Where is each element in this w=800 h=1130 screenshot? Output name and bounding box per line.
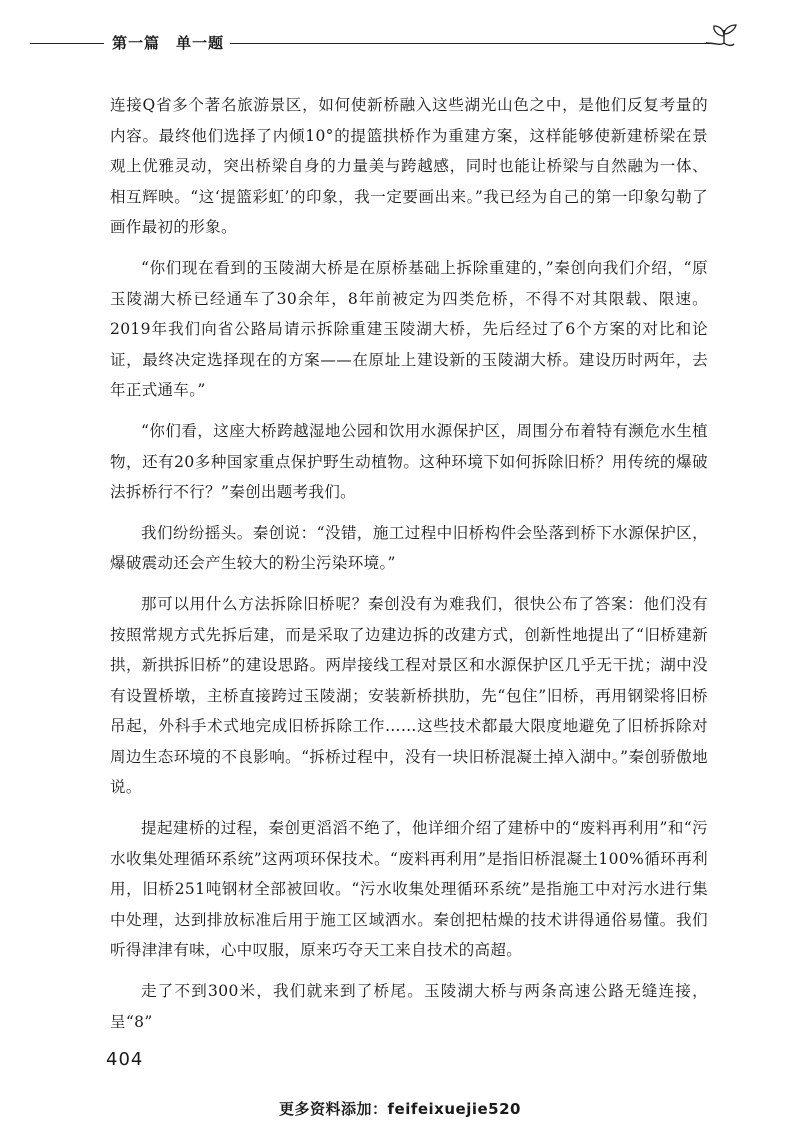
paragraph-6: 提起建桥的过程，秦创更滔滔不绝了，他详细介绍了建桥中的“废料再利用”和“污水收集处理循环系统”这两项环保技术。“废料再利用”是指旧桥混凝土100%循环再利用，旧桥251吨钢材全部被回收。“污水收集处理循环系统”是指施工中对污水进行集中处理，达到排放标准后用于施工区域洒水。秦创把枯燥的技术讲得通俗易懂。我们听得津津有味，心中叹服，原来巧夺天工来自技术的高超。	[110, 819, 708, 960]
header-rule-right	[230, 43, 710, 44]
paragraph-7: 走了不到300米，我们就来到了桥尾。玉陵湖大桥与两条高速公路无缝连接，呈“8”	[110, 982, 708, 1031]
header-section: 单一题	[176, 34, 225, 52]
paragraph-4: 我们纷纷摇头。秦创说：“没错，施工过程中旧桥构件会坠落到桥下水源保护区，爆破震动还会产生较大的粉尘污染环境。”	[110, 523, 708, 573]
paragraph-1: 连接Q省多个著名旅游景区，如何使新桥融入这些湖光山色之中，是他们反复考量的内容。最终他们选择了内倾10°的提篮拱桥作为重建方案，这样能够使新建桥梁在景观上优雅灵动，突出桥梁自身的力量美与跨越感，同时也能让桥梁与自然融为一体、相互辉映。“这‘提篮彩虹’的印象，我一定要画出来。”我已经为自己的第一印象勾勒了画作最初的形象。	[110, 96, 708, 237]
page-number: 404	[106, 1049, 144, 1070]
header-rule-left	[30, 43, 104, 44]
paragraph-2: “你们现在看到的玉陵湖大桥是在原桥基础上拆除重建的，”秦创向我们介绍，“原玉陵湖大桥已经通车了30余年，8年前被定为四类危桥，不得不对其限载、限速。2019年我们向省公路局请示拆除重建玉陵湖大桥，先后经过了6个方案的对比和论证，最终决定选择现在的方案——在原址上建设新的玉陵湖大桥。建设历时两年，去年正式通车。”	[110, 258, 708, 400]
running-header	[30, 30, 770, 56]
body-text	[110, 90, 708, 1047]
footer-note: 更多资料添加：feifeixuejie520	[279, 1100, 521, 1118]
header-part: 第一篇	[112, 34, 161, 52]
paragraph-5: 那可以用什么方法拆除旧桥呢？秦创没有为难我们，很快公布了答案：他们没有按照常规方式先拆后建，而是采取了边建边拆的改建方式，创新性地提出了“旧桥建新拱，新拱拆旧桥”的建设思路。两岸接线工程对景区和水源保护区几乎无干扰；湖中没有设置桥墩，主桥直接跨过玉陵湖；安装新桥拱肋，先“包住”旧桥，再用钢梁将旧桥吊起，外科手术式地完成旧桥拆除工作……这些技术都最大限度地避免了旧桥拆除对周边生态环境的不良影响。“拆桥过程中，没有一块旧桥混凝土掉入湖中。”秦创骄傲地说。	[110, 594, 708, 797]
paragraph-3: “你们看，这座大桥跨越湿地公园和饮用水源保护区，周围分布着特有濒危水生植物，还有20多种国家重点保护野生动植物。这种环境下如何拆除旧桥？用传统的爆破法拆桥行不行？”秦创出题考我们。	[110, 421, 708, 502]
header-title	[112, 32, 224, 53]
sprout-icon	[702, 24, 746, 56]
